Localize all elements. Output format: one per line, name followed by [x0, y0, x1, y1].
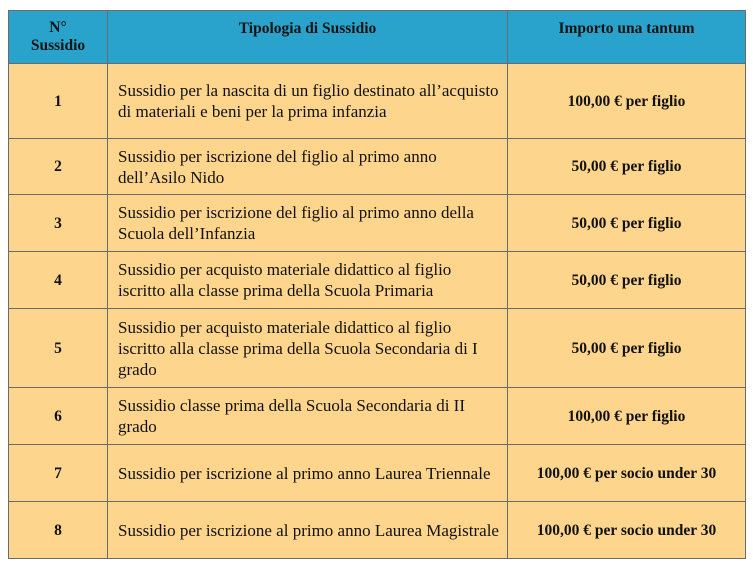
row-number: 4 [9, 252, 108, 309]
table-header-row [9, 11, 746, 64]
row-type: Sussidio classe prima della Scuola Secondaria di II grado [108, 388, 508, 445]
row-type: Sussidio per la nascita di un figlio destinato all’acquisto di materiali e beni per la prima infanzia [108, 64, 508, 139]
header-type [108, 11, 508, 64]
row-number: 5 [9, 309, 108, 388]
row-amount: 50,00 € per figlio [508, 309, 746, 388]
table-row [9, 252, 746, 309]
row-type: Sussidio per acquisto materiale didattico al figlio iscritto alla classe prima della Scuola Secondaria di I grado [108, 309, 508, 388]
header-amount-label: Importo una tantum [558, 20, 695, 37]
header-amount [508, 11, 746, 64]
row-number: 3 [9, 195, 108, 252]
row-number: 2 [9, 139, 108, 195]
row-amount: 50,00 € per figlio [508, 139, 746, 195]
table-row [9, 445, 746, 502]
row-amount: 100,00 € per figlio [508, 388, 746, 445]
table-row [9, 195, 746, 252]
row-amount: 100,00 € per socio under 30 [508, 445, 746, 502]
table-row [9, 388, 746, 445]
row-amount: 100,00 € per socio under 30 [508, 502, 746, 559]
row-type: Sussidio per iscrizione al primo anno Laurea Triennale [108, 445, 508, 502]
row-number: 8 [9, 502, 108, 559]
row-amount: 50,00 € per figlio [508, 195, 746, 252]
row-type: Sussidio per acquisto materiale didattico al figlio iscritto alla classe prima della Scuola Primaria [108, 252, 508, 309]
header-number [9, 11, 108, 64]
row-number: 6 [9, 388, 108, 445]
row-amount: 50,00 € per figlio [508, 252, 746, 309]
subsidy-table [8, 10, 746, 559]
row-number: 7 [9, 445, 108, 502]
row-type: Sussidio per iscrizione del figlio al primo anno della Scuola dell’Infanzia [108, 195, 508, 252]
row-amount: 100,00 € per figlio [508, 64, 746, 139]
row-type: Sussidio per iscrizione del figlio al primo anno dell’Asilo Nido [108, 139, 508, 195]
row-number: 1 [9, 64, 108, 139]
table-row [9, 139, 746, 195]
table-row [9, 309, 746, 388]
table-row [9, 502, 746, 559]
table-row [9, 64, 746, 139]
row-type: Sussidio per iscrizione al primo anno Laurea Magistrale [108, 502, 508, 559]
header-number-label: N° Sussidio [30, 19, 86, 54]
header-type-label: Tipologia di Sussidio [238, 20, 377, 37]
